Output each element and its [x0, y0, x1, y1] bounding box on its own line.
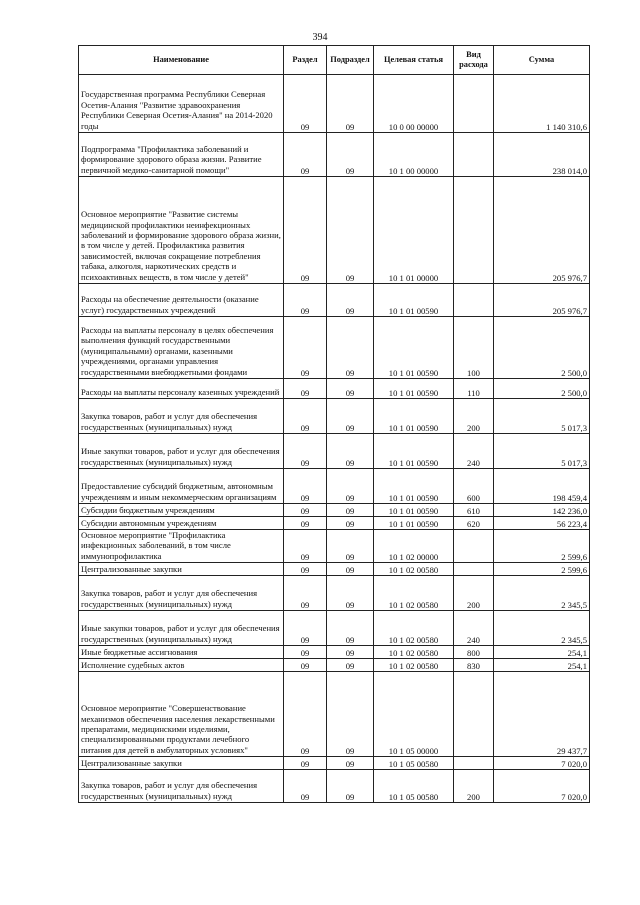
- header-sum: Сумма: [494, 46, 590, 75]
- row-sum: 7 020,0: [494, 770, 590, 803]
- row-sum: 2 345,5: [494, 576, 590, 611]
- row-expense: [454, 757, 494, 770]
- table-row: [79, 672, 590, 757]
- row-sum: 29 437,7: [494, 672, 590, 757]
- row-article: 10 1 05 00580: [374, 770, 454, 803]
- table-row: [79, 317, 590, 379]
- row-subsection: 09: [327, 646, 374, 659]
- row-expense: [454, 75, 494, 133]
- table-row: [79, 530, 590, 563]
- row-section: 09: [284, 517, 327, 530]
- row-section: 09: [284, 530, 327, 563]
- row-name-text: Предоставление субсидий бюджетным, автономным учреждениям и иным некоммерческим организациям: [81, 481, 277, 502]
- row-article: 10 1 01 00590: [374, 284, 454, 317]
- row-name-text: Государственная программа Республики Северная Осетия-Алания "Развитие здравоохранения Республики Северная Осетия-Алания" на 2014-2020 годы: [81, 89, 273, 131]
- row-section: 09: [284, 399, 327, 434]
- row-section: 09: [284, 563, 327, 576]
- row-sum: 7 020,0: [494, 757, 590, 770]
- row-name-text: Субсидии бюджетным учреждениям: [81, 504, 215, 515]
- row-expense: 240: [454, 611, 494, 646]
- row-section: 09: [284, 284, 327, 317]
- row-subsection: 09: [327, 530, 374, 563]
- row-subsection: 09: [327, 517, 374, 530]
- row-sum: 2 599,6: [494, 563, 590, 576]
- row-section: 09: [284, 469, 327, 504]
- row-name: [79, 659, 284, 672]
- row-subsection: 09: [327, 672, 374, 757]
- row-article: 10 1 01 00590: [374, 317, 454, 379]
- table-row: [79, 284, 590, 317]
- row-article: 10 1 01 00590: [374, 399, 454, 434]
- row-subsection: 09: [327, 379, 374, 399]
- row-name: [79, 469, 284, 504]
- row-subsection: 09: [327, 177, 374, 284]
- row-expense: 800: [454, 646, 494, 659]
- row-section: 09: [284, 177, 327, 284]
- row-section: 09: [284, 757, 327, 770]
- row-subsection: 09: [327, 504, 374, 517]
- row-expense: [454, 530, 494, 563]
- header-subsection: Подраздел: [327, 46, 374, 75]
- row-subsection: 09: [327, 770, 374, 803]
- row-name: [79, 177, 284, 284]
- row-article: 10 1 00 00000: [374, 133, 454, 177]
- row-name-text: Основное мероприятие "Совершенствование механизмов обеспечения населения лекарственными препаратами, медицинскими изделиями, специализированными продуктами лечебного питания для детей в амбулаторных условиях": [81, 703, 275, 755]
- row-sum: 5 017,3: [494, 434, 590, 469]
- row-sum: 254,1: [494, 659, 590, 672]
- row-section: 09: [284, 317, 327, 379]
- row-sum: 198 459,4: [494, 469, 590, 504]
- header-section: Раздел: [284, 46, 327, 75]
- row-expense: 830: [454, 659, 494, 672]
- row-section: 09: [284, 133, 327, 177]
- row-name-text: Расходы на обеспечение деятельности (оказание услуг) государственных учреждений: [81, 294, 259, 315]
- row-subsection: 09: [327, 317, 374, 379]
- row-expense: [454, 672, 494, 757]
- row-sum: 1 140 310,6: [494, 75, 590, 133]
- table-row: [79, 399, 590, 434]
- row-article: 10 1 02 00580: [374, 659, 454, 672]
- row-name: [79, 672, 284, 757]
- row-subsection: 09: [327, 133, 374, 177]
- row-section: 09: [284, 659, 327, 672]
- row-section: 09: [284, 576, 327, 611]
- row-sum: 5 017,3: [494, 399, 590, 434]
- row-name: [79, 770, 284, 803]
- row-name: [79, 399, 284, 434]
- row-sum: 2 345,5: [494, 611, 590, 646]
- row-name: [79, 75, 284, 133]
- row-name: [79, 504, 284, 517]
- row-expense: 620: [454, 517, 494, 530]
- row-article: 10 1 02 00580: [374, 563, 454, 576]
- row-sum: 254,1: [494, 646, 590, 659]
- row-name: [79, 530, 284, 563]
- row-expense: 200: [454, 399, 494, 434]
- row-section: 09: [284, 672, 327, 757]
- row-subsection: 09: [327, 757, 374, 770]
- table-row: [79, 659, 590, 672]
- row-name: [79, 517, 284, 530]
- budget-table: [78, 45, 590, 803]
- row-name-text: Субсидии автономным учреждениям: [81, 517, 217, 528]
- row-name-text: Закупка товаров, работ и услуг для обеспечения государственных (муниципальных) нужд: [81, 780, 258, 801]
- row-sum: 205 976,7: [494, 177, 590, 284]
- row-name-text: Подпрограмма "Профилактика заболеваний и формирование здорового образа жизни. Развитие первичной медико-санитарной помощи": [81, 143, 262, 175]
- row-expense: [454, 563, 494, 576]
- row-article: 10 0 00 00000: [374, 75, 454, 133]
- row-name-text: Основное мероприятие "Профилактика инфекционных заболеваний, в том числе иммунопрофилактика: [81, 530, 231, 561]
- table-row: [79, 576, 590, 611]
- row-name: [79, 576, 284, 611]
- table-row: [79, 770, 590, 803]
- row-sum: 238 014,0: [494, 133, 590, 177]
- table-row: [79, 133, 590, 177]
- row-subsection: 09: [327, 563, 374, 576]
- row-section: 09: [284, 646, 327, 659]
- row-name: [79, 646, 284, 659]
- row-sum: 56 223,4: [494, 517, 590, 530]
- row-subsection: 09: [327, 611, 374, 646]
- row-article: 10 1 02 00580: [374, 576, 454, 611]
- header-expense: Вид расхода: [454, 46, 494, 75]
- row-name-text: Исполнение судебных актов: [81, 659, 185, 670]
- row-expense: 600: [454, 469, 494, 504]
- row-expense: [454, 177, 494, 284]
- row-expense: 100: [454, 317, 494, 379]
- row-section: 09: [284, 75, 327, 133]
- row-subsection: 09: [327, 434, 374, 469]
- row-name: [79, 317, 284, 379]
- row-article: 10 1 01 00590: [374, 379, 454, 399]
- row-section: 09: [284, 611, 327, 646]
- row-name: [79, 133, 284, 177]
- row-subsection: 09: [327, 469, 374, 504]
- row-section: 09: [284, 434, 327, 469]
- table-row: [79, 504, 590, 517]
- row-section: 09: [284, 770, 327, 803]
- table-row: [79, 757, 590, 770]
- table-row: [79, 434, 590, 469]
- row-expense: 610: [454, 504, 494, 517]
- table-row: [79, 177, 590, 284]
- row-name: [79, 757, 284, 770]
- row-subsection: 09: [327, 75, 374, 133]
- row-name-text: Иные закупки товаров, работ и услуг для обеспечения государственных (муниципальных) нужд: [81, 446, 280, 467]
- row-name: [79, 379, 284, 399]
- row-article: 10 1 05 00580: [374, 757, 454, 770]
- table-row: [79, 379, 590, 399]
- row-section: 09: [284, 504, 327, 517]
- row-expense: [454, 133, 494, 177]
- row-sum: 2 500,0: [494, 317, 590, 379]
- row-article: 10 1 02 00580: [374, 611, 454, 646]
- row-name: [79, 434, 284, 469]
- row-sum: 142 236,0: [494, 504, 590, 517]
- row-name: [79, 563, 284, 576]
- row-expense: [454, 284, 494, 317]
- row-name-text: Основное мероприятие "Развитие системы медицинской профилактики неинфекционных заболеваний и формирование здорового образа жизни, в том числе у детей. Профилактика развития зависимостей, включая сокращение потребления табака, алкоголя, наркотических средств и психоактивных веществ, в том числе у детей": [81, 209, 281, 282]
- table-row: [79, 517, 590, 530]
- row-sum: 2 500,0: [494, 379, 590, 399]
- row-article: 10 1 01 00590: [374, 504, 454, 517]
- row-sum: 2 599,6: [494, 530, 590, 563]
- row-subsection: 09: [327, 659, 374, 672]
- row-name-text: Расходы на выплаты персоналу казенных учреждений: [81, 386, 280, 397]
- row-subsection: 09: [327, 399, 374, 434]
- row-name: [79, 284, 284, 317]
- row-article: 10 1 01 00590: [374, 434, 454, 469]
- table-row: [79, 646, 590, 659]
- table-row: [79, 469, 590, 504]
- row-expense: 240: [454, 434, 494, 469]
- row-expense: 200: [454, 770, 494, 803]
- row-article: 10 1 05 00000: [374, 672, 454, 757]
- row-article: 10 1 01 00000: [374, 177, 454, 284]
- row-name-text: Закупка товаров, работ и услуг для обеспечения государственных (муниципальных) нужд: [81, 588, 258, 609]
- table-row: [79, 75, 590, 133]
- row-name-text: Закупка товаров, работ и услуг для обеспечения государственных (муниципальных) нужд: [81, 411, 258, 432]
- row-sum: 205 976,7: [494, 284, 590, 317]
- row-subsection: 09: [327, 284, 374, 317]
- page-number: 394: [312, 32, 328, 43]
- row-name-text: Централизованные закупки: [81, 757, 182, 768]
- table-row: [79, 563, 590, 576]
- row-name: [79, 611, 284, 646]
- row-article: 10 1 01 00590: [374, 517, 454, 530]
- row-name-text: Иные бюджетные ассигнования: [81, 646, 198, 657]
- header-name: Наименование: [79, 46, 284, 75]
- row-name-text: Иные закупки товаров, работ и услуг для обеспечения государственных (муниципальных) нужд: [81, 623, 280, 644]
- table-header-row: [79, 46, 590, 75]
- row-subsection: 09: [327, 576, 374, 611]
- row-section: 09: [284, 379, 327, 399]
- row-expense: 200: [454, 576, 494, 611]
- table-row: [79, 611, 590, 646]
- row-article: 10 1 02 00580: [374, 646, 454, 659]
- row-name-text: Централизованные закупки: [81, 563, 182, 574]
- header-article: Целевая статья: [374, 46, 454, 75]
- row-article: 10 1 02 00000: [374, 530, 454, 563]
- row-name-text: Расходы на выплаты персоналу в целях обеспечения выполнения функций государственными (муниципальными) органами, казенными учреждениями, органами управления государственными внебюджетными фондами: [81, 324, 274, 377]
- row-expense: 110: [454, 379, 494, 399]
- row-article: 10 1 01 00590: [374, 469, 454, 504]
